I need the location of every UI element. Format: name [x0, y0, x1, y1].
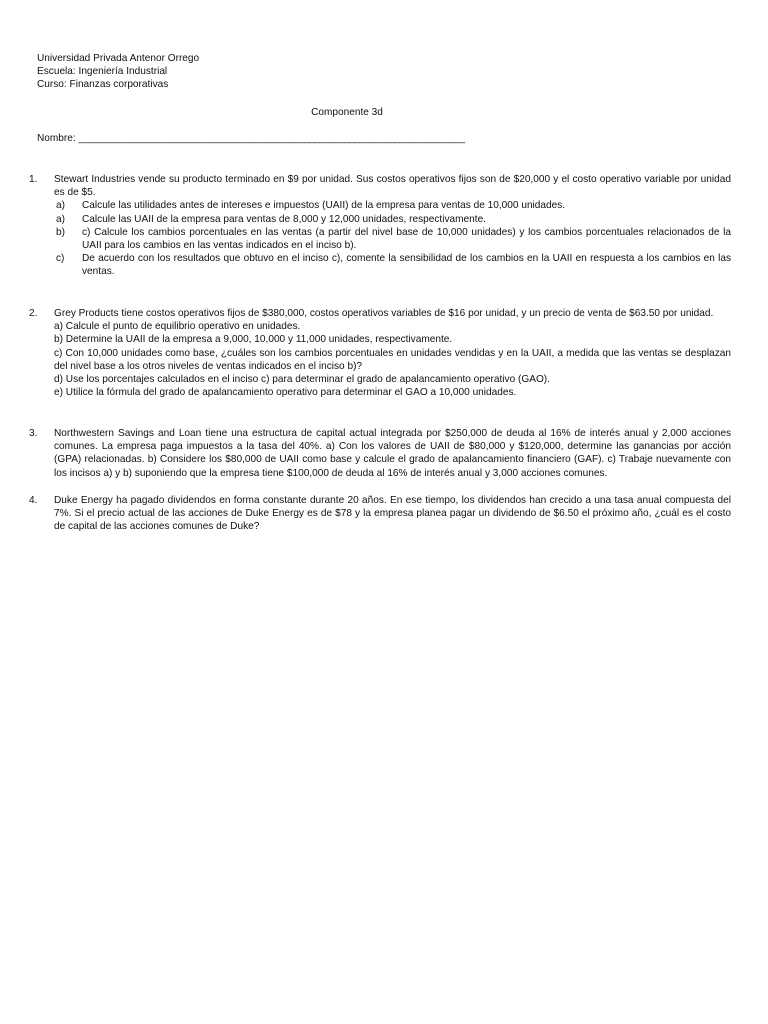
item-label: a): [56, 200, 65, 212]
list-item: e) Utilice la fórmula del grado de apalancamiento operativo para determinar el GAO a 10,000 unidades.: [54, 387, 517, 399]
list-item: d) Use los porcentajes calculados en el inciso c) para determinar el grado de apalancamiento operativo (GAO).: [54, 374, 550, 386]
list-item: [54, 252, 731, 278]
list-item: a) Calcule el punto de equilibrio operativo en unidades.: [54, 321, 301, 333]
university-name: Universidad Privada Antenor Orrego: [37, 53, 200, 64]
name-blank-line: _____________________________________________________________________________: [78, 133, 465, 144]
name-field: [37, 132, 465, 145]
question-1: [29, 173, 731, 279]
question-number: 4.: [29, 495, 38, 506]
item-text: Calcule las utilidades antes de intereses e impuestos (UAII) de la empresa para ventas de 10,000 unidades.: [82, 200, 566, 212]
question-4: [29, 494, 731, 534]
item-label: b): [56, 226, 65, 238]
item-label: c): [56, 253, 65, 265]
question-number: 2.: [29, 308, 38, 319]
list-item: b) Determine la UAII de la empresa a 9,000, 10,000 y 11,000 unidades, respectivamente.: [54, 334, 453, 346]
item-label: a): [56, 213, 65, 225]
question-number: 1.: [29, 174, 38, 185]
name-label: Nombre:: [37, 133, 76, 144]
item-text: De acuerdo con los resultados que obtuvo en el inciso c), comente la sensibilidad de los cambios en la UAII en respuesta a los cambios en las ventas.: [82, 253, 731, 278]
list-item: [54, 199, 731, 212]
question-2: [29, 307, 731, 399]
question-text: Northwestern Savings and Loan tiene una estructura de capital actual integrada por $250,000 de deuda al 16% de interés anual y 2,000 acciones comunes. La empresa paga impuestos a la tasa del 40%. a) Con los valores de UAII de $80,000 y $120,000, determine las ganancias por acción (GPA) relacionadas. b) Considere los $80,000 de UAII como base y calcule el grado de apalancamiento financiero (GAF). c) Trabaje nuevamente con los incisos a) y b) suponiendo que la empresa tiene $100,000 de deuda al 16% de interés anual y 3,000 acciones comunes.: [54, 428, 731, 479]
list-item: [54, 226, 731, 252]
question-number: 3.: [29, 428, 38, 439]
list-item: [54, 213, 731, 226]
question-text: Duke Energy ha pagado dividendos en forma constante durante 20 años. En ese tiempo, los dividendos han crecido a una tasa anual compuesta del 7%. Si el precio actual de las acciones de Duke Energy es de $78 y la empresa planea pagar un dividendo de $6.50 el próximo año, ¿cuál es el costo de capital de las acciones comunes de Duke?: [54, 495, 731, 533]
list-item: c) Con 10,000 unidades como base, ¿cuáles son los cambios porcentuales en unidades vendidas y en la UAII, a medida que las ventas se desplazan del nivel base a los otros niveles de ventas indicados en el inciso b)?: [54, 347, 731, 372]
question-text: Stewart Industries vende su producto terminado en $9 por unidad. Sus costos operativos fijos son de $20,000 y el costo operativo variable por unidad es de $5.: [54, 174, 731, 199]
question-3: [29, 427, 731, 480]
document-title: Componente 3d: [311, 107, 383, 118]
course-name: Curso: Finanzas corporativas: [37, 79, 169, 91]
question-text: Grey Products tiene costos operativos fijos de $380,000, costos operativos variables de $16 por unidad, y un precio de venta de $63.50 por unidad.: [54, 308, 714, 319]
item-text: c) Calcule los cambios porcentuales en las ventas (a partir del nivel base de 10,000 unidades) y los cambios porcentuales relacionados de la UAII para los cambios en las ventas indicados en el inciso b).: [82, 226, 731, 252]
document-header: [37, 52, 199, 92]
item-text: Calcule las UAII de la empresa para ventas de 8,000 y 12,000 unidades, respectivamente.: [82, 213, 486, 225]
school-name: Escuela: Ingeniería Industrial: [37, 66, 168, 78]
